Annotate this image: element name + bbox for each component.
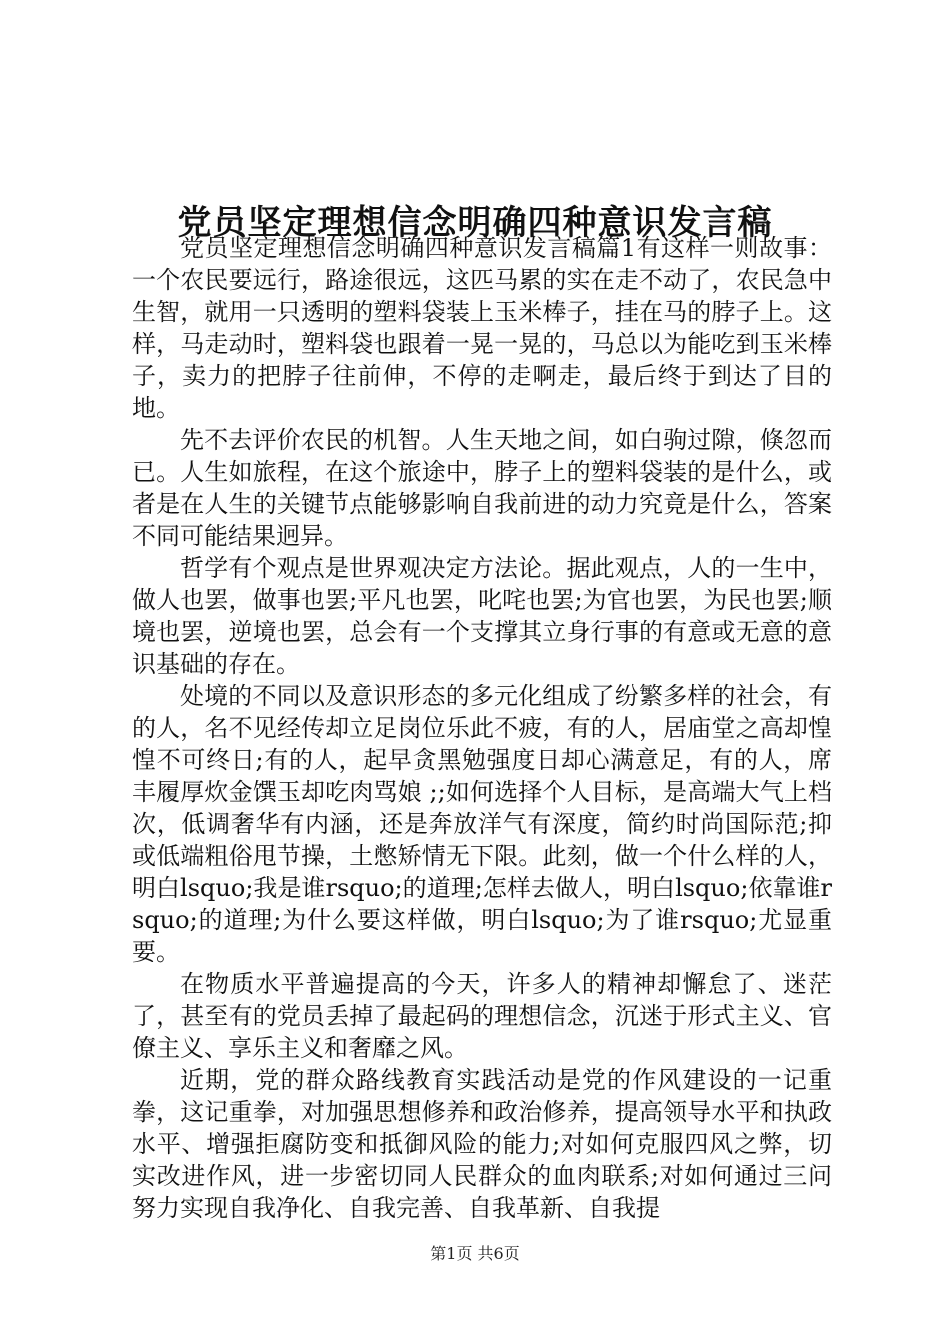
paragraph-6: 近期，党的群众路线教育实践活动是党的作风建设的一记重拳，这记重拳，对加强思想修养和政治修养，提高领导水平和执政水平、增强拒腐防变和抵御风险的能力;对如何克服四风之弊，切实改进作风，进一步密切同人民群众的血肉联系;对如何通过三问努力实现自我净化、自我完善、自我革新、自我提: [132, 1066, 832, 1222]
document-title: 党员坚定理想信念明确四种意识发言稿: [177, 202, 773, 243]
paragraph-4: 处境的不同以及意识形态的多元化组成了纷繁多样的社会，有的人，名不见经传却立足岗位乐此不疲，有的人，居庙堂之高却惶惶不可终日;有的人，起早贪黑勉强度日却心满意足，有的人，席丰履厚炊金馔玉却吃肉骂娘 ;;如何选择个人目标，是高端大气上档次，低调奢华有内涵，还是奔放洋气有深度，简约时尚国际范;抑或低端粗俗甩节操，土憋矫情无下限。此刻，做一个什么样的人，明白lsquo;我是谁rsquo;的道理;怎样去做人，明白lsquo;依靠谁rsquo;的道理;为什么要这样做，明白lsquo;为了谁rsquo;尤显重要。: [132, 682, 832, 966]
paragraph-2: 先不去评价农民的机智。人生天地之间，如白驹过隙，倏忽而已。人生如旅程，在这个旅途中，脖子上的塑料袋装的是什么，或者是在人生的关键节点能够影响自我前进的动力究竟是什么，答案不同可能结果迥异。: [132, 426, 832, 550]
paragraph-3: 哲学有个观点是世界观决定方法论。据此观点，人的一生中，做人也罢，做事也罢;平凡也罢，叱咤也罢;为官也罢，为民也罢;顺境也罢，逆境也罢，总会有一个支撑其立身行事的有意或无意的意识基础的存在。: [132, 554, 832, 678]
paragraph-1: 党员坚定理想信念明确四种意识发言稿篇1有这样一则故事：一个农民要远行，路途很远，这匹马累的实在走不动了，农民急中生智，就用一只透明的塑料袋装上玉米棒子，挂在马的脖子上。这样，马走动时，塑料袋也跟着一晃一晃的，马总以为能吃到玉米棒子，卖力的把脖子往前伸，不停的走啊走，最后终于到达了目的地。: [132, 234, 832, 422]
page-number-footer: 第1页 共6页: [430, 1244, 520, 1263]
paragraph-5: 在物质水平普遍提高的今天，许多人的精神却懈怠了、迷茫了，甚至有的党员丢掉了最起码的理想信念，沉迷于形式主义、官僚主义、享乐主义和奢靡之风。: [132, 970, 832, 1062]
document-body: [132, 232, 832, 1224]
